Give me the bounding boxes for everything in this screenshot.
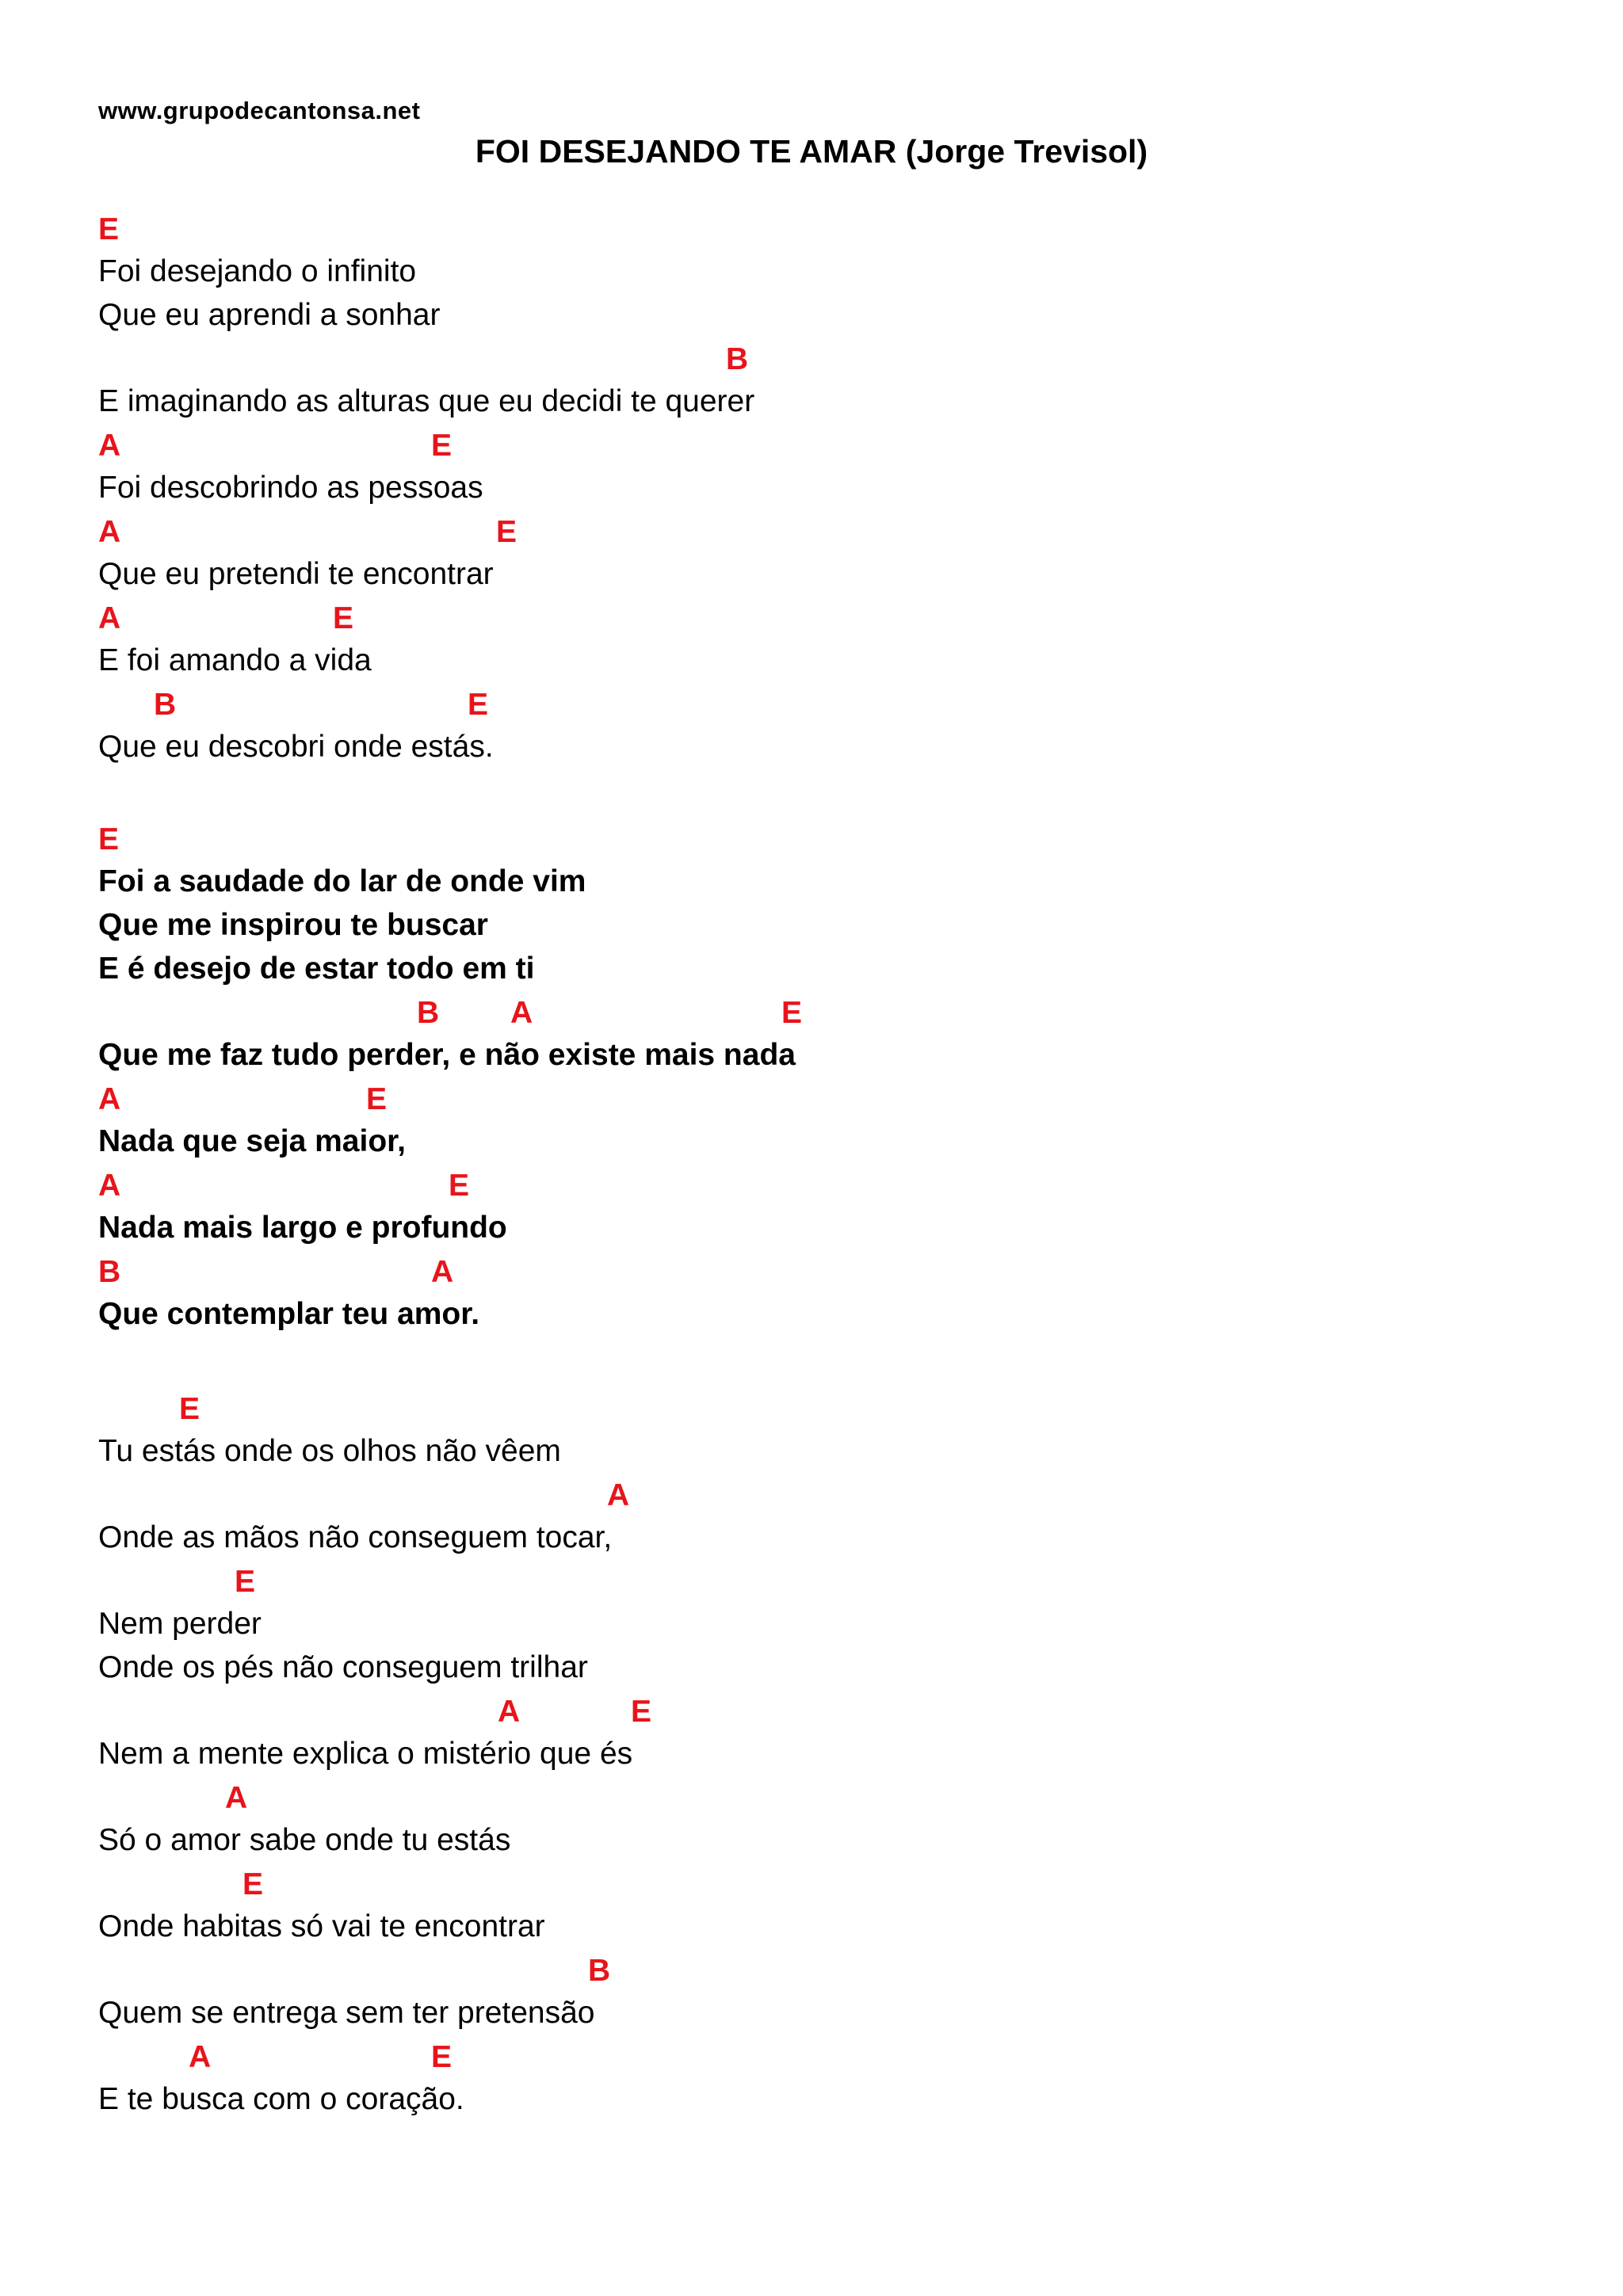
song-title: FOI DESEJANDO TE AMAR (Jorge Trevisol) bbox=[475, 133, 1148, 170]
chord: E bbox=[781, 996, 803, 1030]
lyric-line: Nada mais largo e profundo bbox=[98, 1211, 507, 1245]
chord: A bbox=[98, 1082, 121, 1116]
chord: E bbox=[431, 2040, 453, 2074]
chord: E bbox=[333, 601, 354, 635]
chord: B bbox=[588, 1954, 611, 1988]
chord: E bbox=[431, 429, 453, 463]
chord: B bbox=[417, 996, 440, 1030]
site-url: www.grupodecantonsa.net bbox=[98, 97, 421, 124]
lyric-line: Quem se entrega sem ter pretensão bbox=[98, 1996, 595, 2030]
lyric-line: Onde as mãos não conseguem tocar, bbox=[98, 1520, 613, 1554]
lyric-line: Que eu aprendi a sonhar bbox=[98, 298, 441, 332]
chord: E bbox=[468, 688, 489, 722]
chord: A bbox=[189, 2040, 212, 2074]
chord: A bbox=[225, 1781, 248, 1815]
chord: A bbox=[431, 1255, 454, 1289]
chord: A bbox=[498, 1695, 521, 1729]
chord: E bbox=[449, 1169, 470, 1203]
lyric-line: Tu estás onde os olhos não vêem bbox=[98, 1434, 561, 1468]
chord: E bbox=[235, 1565, 256, 1599]
chord: E bbox=[98, 822, 120, 856]
lyric-line: Que eu pretendi te encontrar bbox=[98, 557, 494, 591]
chord: A bbox=[98, 1169, 121, 1203]
lyric-line: Que me inspirou te buscar bbox=[98, 908, 488, 942]
chord: B bbox=[154, 688, 177, 722]
lyric-line: Onde habitas só vai te encontrar bbox=[98, 1909, 545, 1943]
lyric-line: E imaginando as alturas que eu decidi te querer bbox=[98, 384, 755, 418]
lyric-line: Que contemplar teu amor. bbox=[98, 1297, 480, 1331]
chord: B bbox=[98, 1255, 121, 1289]
chord: A bbox=[510, 996, 533, 1030]
lyric-line: E te busca com o coração. bbox=[98, 2082, 464, 2116]
chord: E bbox=[179, 1392, 200, 1426]
chord: E bbox=[242, 1867, 264, 1901]
chord: B bbox=[726, 342, 749, 376]
chord: A bbox=[98, 429, 121, 463]
lyric-line: Onde os pés não conseguem trilhar bbox=[98, 1650, 588, 1684]
lyric-line: E foi amando a vida bbox=[98, 643, 372, 677]
lyric-line: Foi desejando o infinito bbox=[98, 254, 417, 288]
chord: E bbox=[631, 1695, 652, 1729]
lyric-line: Nada que seja maior, bbox=[98, 1124, 407, 1158]
lyric-line: E é desejo de estar todo em ti bbox=[98, 952, 535, 986]
lyric-line: Só o amor sabe onde tu estás bbox=[98, 1823, 511, 1857]
lyric-line: Nem perder bbox=[98, 1607, 262, 1641]
lyric-line: Nem a mente explica o mistério que és bbox=[98, 1737, 633, 1771]
chord: E bbox=[366, 1082, 388, 1116]
lyric-line: Foi descobrindo as pessoas bbox=[98, 471, 483, 505]
chord: A bbox=[98, 601, 121, 635]
chord: E bbox=[98, 212, 120, 246]
chord: A bbox=[607, 1478, 630, 1512]
lyric-line: Foi a saudade do lar de onde vim bbox=[98, 864, 586, 898]
lyric-line: Que eu descobri onde estás. bbox=[98, 730, 494, 764]
chord: A bbox=[98, 515, 121, 549]
chord: E bbox=[496, 515, 517, 549]
lyric-line: Que me faz tudo perder, e não existe mais nada bbox=[98, 1038, 796, 1072]
